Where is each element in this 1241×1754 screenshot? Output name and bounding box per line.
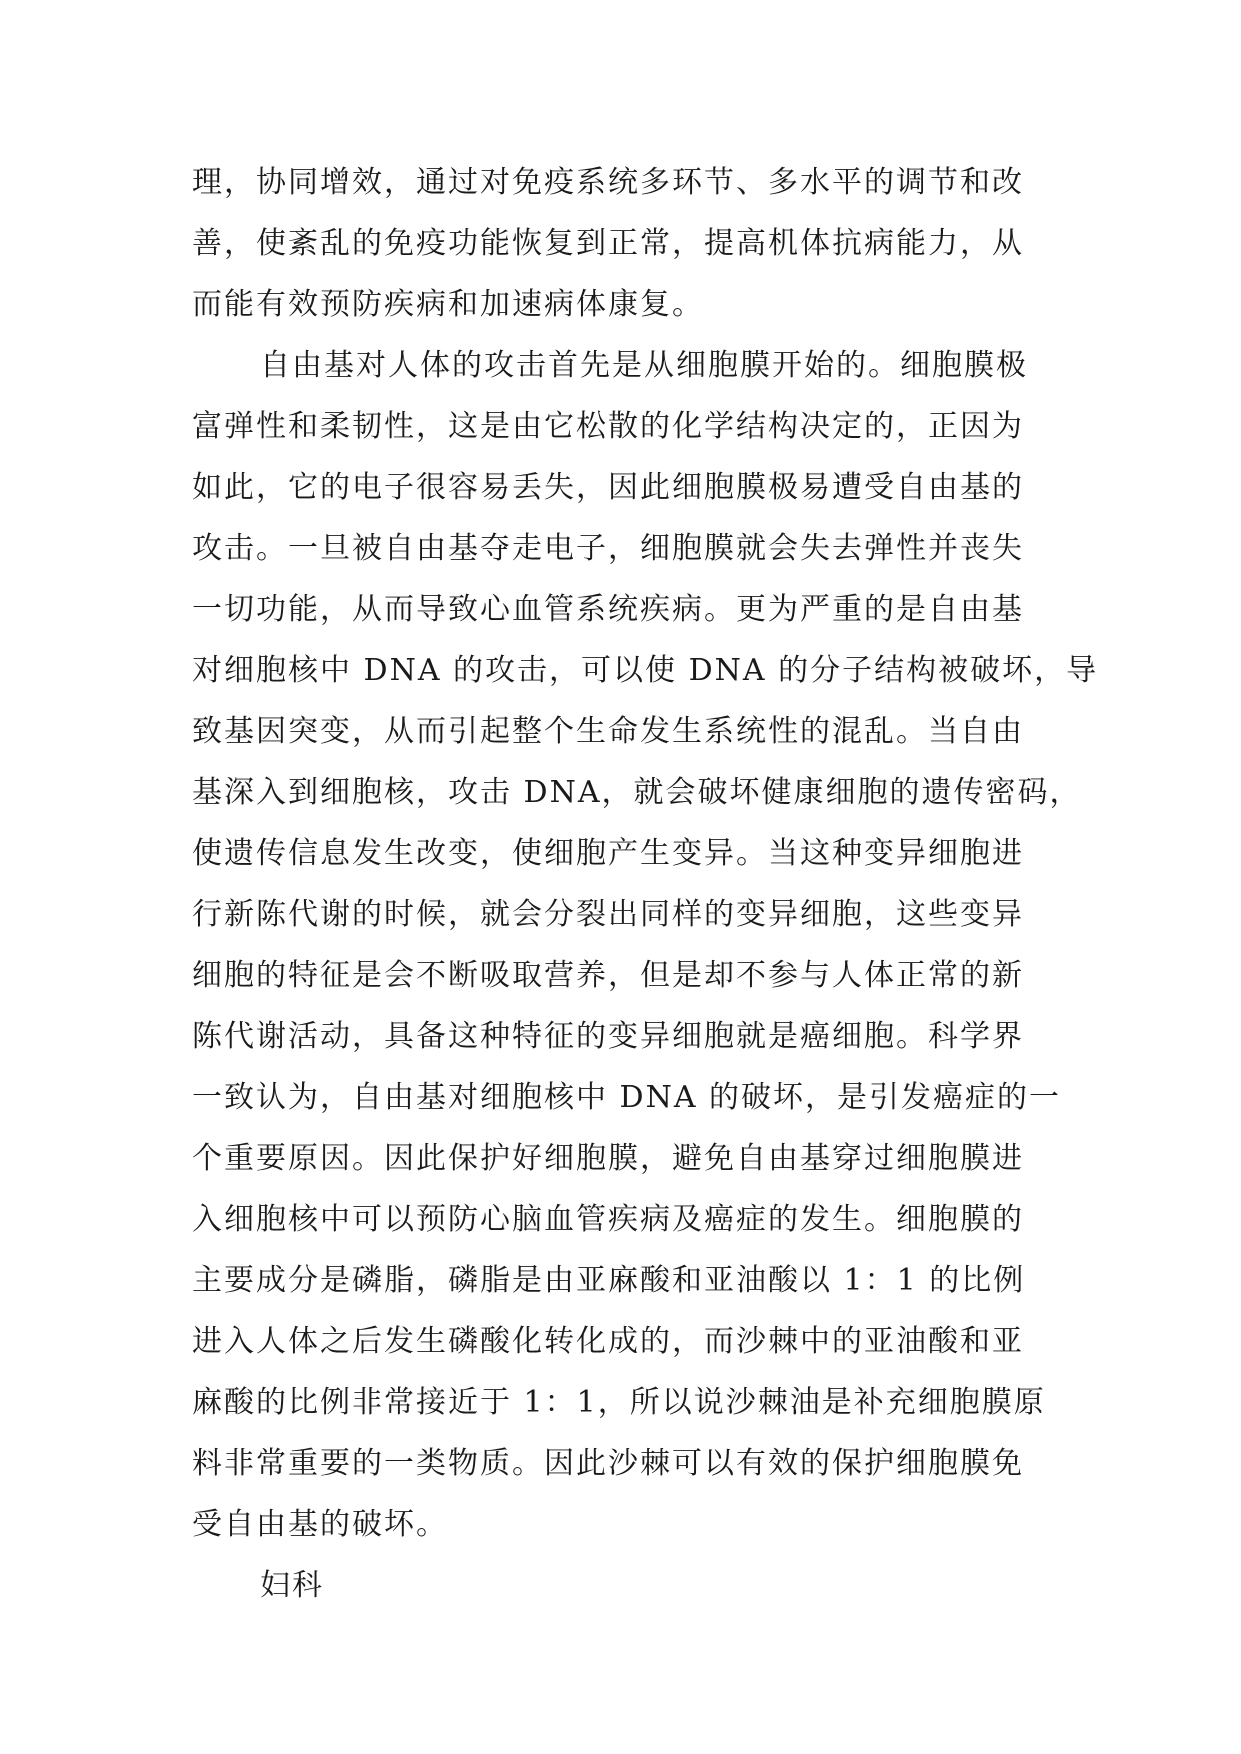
text-line: 攻击。一旦被自由基夺走电子，细胞膜就会失去弹性并丧失 — [192, 531, 1024, 566]
text-line: 善，使紊乱的免疫功能恢复到正常，提高机体抗病能力，从 — [192, 226, 1024, 261]
text-line: 基深入到细胞核，攻击 DNA，就会破坏健康细胞的遗传密码， — [192, 775, 1082, 810]
text-line: 入细胞核中可以预防心脑血管疾病及癌症的发生。细胞膜的 — [192, 1202, 1024, 1237]
text-line: 麻酸的比例非常接近于 1：1，所以说沙棘油是补充细胞膜原 — [192, 1385, 1046, 1420]
text-line: 进入人体之后发生磷酸化转化成的，而沙棘中的亚油酸和亚 — [192, 1324, 1024, 1359]
text-line: 细胞的特征是会不断吸取营养，但是却不参与人体正常的新 — [192, 958, 1024, 993]
paragraph-free-radicals — [192, 335, 1099, 1555]
text-line: 一致认为，自由基对细胞核中 DNA 的破坏，是引发癌症的一 — [192, 1080, 1062, 1115]
heading-gynecology: 妇科 — [260, 1568, 324, 1603]
text-line: 主要成分是磷脂，磷脂是由亚麻酸和亚油酸以 1：1 的比例 — [192, 1263, 1026, 1298]
text-line: 对细胞核中 DNA 的攻击，可以使 DNA 的分子结构被破坏，导 — [192, 653, 1099, 688]
text-line: 陈代谢活动，具备这种特征的变异细胞就是癌细胞。科学界 — [192, 1019, 1024, 1054]
text-line: 致基因突变，从而引起整个生命发生系统性的混乱。当自由 — [192, 714, 1024, 749]
text-line: 个重要原因。因此保护好细胞膜，避免自由基穿过细胞膜进 — [192, 1141, 1024, 1176]
text-line: 一切功能，从而导致心血管系统疾病。更为严重的是自由基 — [192, 592, 1024, 627]
text-line: 使遗传信息发生改变，使细胞产生变异。当这种变异细胞进 — [192, 836, 1024, 871]
text-line: 料非常重要的一类物质。因此沙棘可以有效的保护细胞膜免 — [192, 1446, 1024, 1481]
body-text — [192, 152, 1099, 1616]
section-heading — [192, 1555, 1072, 1616]
text-line: 如此，它的电子很容易丢失，因此细胞膜极易遭受自由基的 — [192, 470, 1024, 505]
text-line: 而能有效预防疾病和加速病体康复。 — [192, 287, 704, 322]
text-line: 受自由基的破坏。 — [192, 1507, 448, 1542]
text-line: 行新陈代谢的时候，就会分裂出同样的变异细胞，这些变异 — [192, 897, 1024, 932]
text-line: 自由基对人体的攻击首先是从细胞膜开始的。细胞膜极 — [260, 348, 1028, 383]
text-line: 理，协同增效，通过对免疫系统多环节、多水平的调节和改 — [192, 165, 1024, 200]
paragraph-continuation — [192, 152, 1072, 335]
text-line: 富弹性和柔韧性，这是由它松散的化学结构决定的，正因为 — [192, 409, 1024, 444]
